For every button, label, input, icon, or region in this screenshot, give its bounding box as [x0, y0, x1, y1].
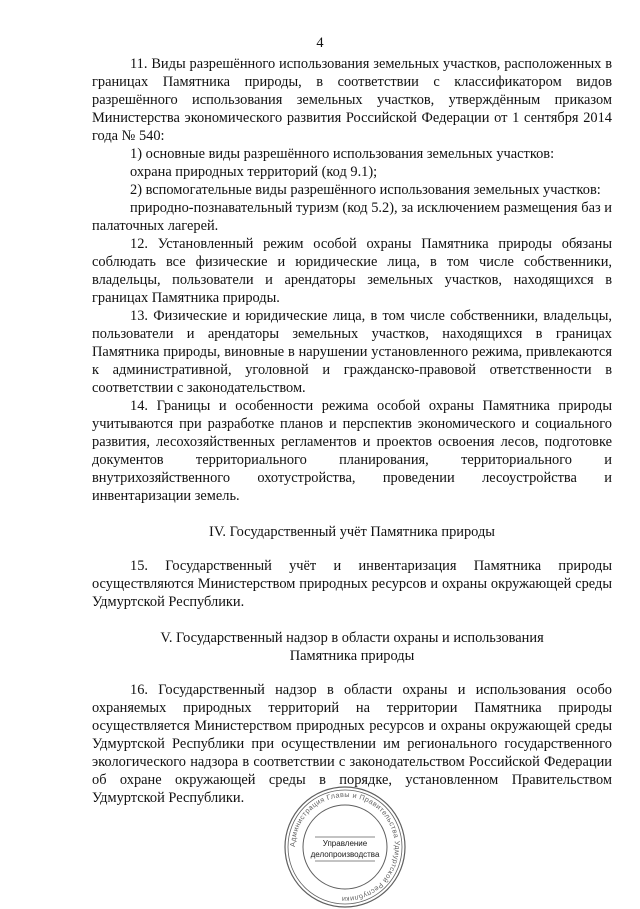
section-5-heading-line-2: Памятника природы: [289, 648, 415, 664]
stamp-ring-text: Администрация Главы и Правительства Удмуртской Республики: [287, 789, 403, 905]
official-stamp-icon: [283, 785, 407, 909]
clause-16: 16. Государственный надзор в области охраны и использования особо охраняемых природных территорий на территории Памятника природы осуществляется Министерством природных ресурсов и охраны окружающей среды Удмуртской Республики при осуществлении им регионального государственного экологического надзора в соответствии с законодательством Российской Федерации об охране окружающей среды в порядке, установленном Правительством Удмуртской Республики.: [92, 682, 612, 806]
clause-11-item-2: 2) вспомогательные виды разрешённого использования земельных участков:: [130, 182, 601, 198]
clause-13: 13. Физические и юридические лица, в том числе собственники, владельцы, пользователи и арендаторы земельных участков, находящихся в границах Памятника природы, виновные в нарушении установленного режима, привлекаются к административной, уголовной и гражданско-правовой ответственности в соответствии с законодательством.: [92, 308, 612, 396]
clause-11-item-1: 1) основные виды разрешённого использования земельных участков:: [130, 146, 555, 162]
document-body: [92, 55, 612, 807]
clause-15: 15. Государственный учёт и инвентаризация Памятника природы осуществляются Министерством природных ресурсов и охраны окружающей среды Удмуртской Республики.: [92, 558, 612, 610]
clause-11-item-1-text: охрана природных территорий (код 9.1);: [130, 164, 378, 180]
clause-11: 11. Виды разрешённого использования земельных участков, расположенных в границах Памятника природы, в соответствии с классификатором видов разрешённого использования земельных участков, утверждённым приказом Министерства экономического развития Российской Федерации от 1 сентября 2014 года № 540:: [92, 56, 612, 144]
section-5-heading-line-1: V. Государственный надзор в области охраны и использования: [160, 630, 544, 646]
clause-12: 12. Установленный режим особой охраны Памятника природы обязаны соблюдать все физические и юридические лица, в том числе собственники, владельцы, пользователи и арендаторы земельных участков, находящихся в границах Памятника природы.: [92, 236, 612, 306]
stamp-line-1: Управление: [322, 839, 368, 848]
page-number: 4: [316, 35, 324, 51]
clause-11-item-2-text: природно-познавательный туризм (код 5.2), за исключением размещения баз и палаточных лагерей.: [92, 200, 612, 234]
section-4-heading: IV. Государственный учёт Памятника природы: [209, 524, 495, 540]
stamp-line-2: делопроизводства: [310, 850, 380, 859]
clause-14: 14. Границы и особенности режима особой охраны Памятника природы учитываются при разработке планов и перспектив экономического и социального развития, лесохозяйственных регламентов и проектов освоения лесов, подготовке документов территориального планирования, территориального и внутрихозяйственного охотустройства, проведении лесоустройства и инвентаризации земель.: [92, 398, 612, 504]
